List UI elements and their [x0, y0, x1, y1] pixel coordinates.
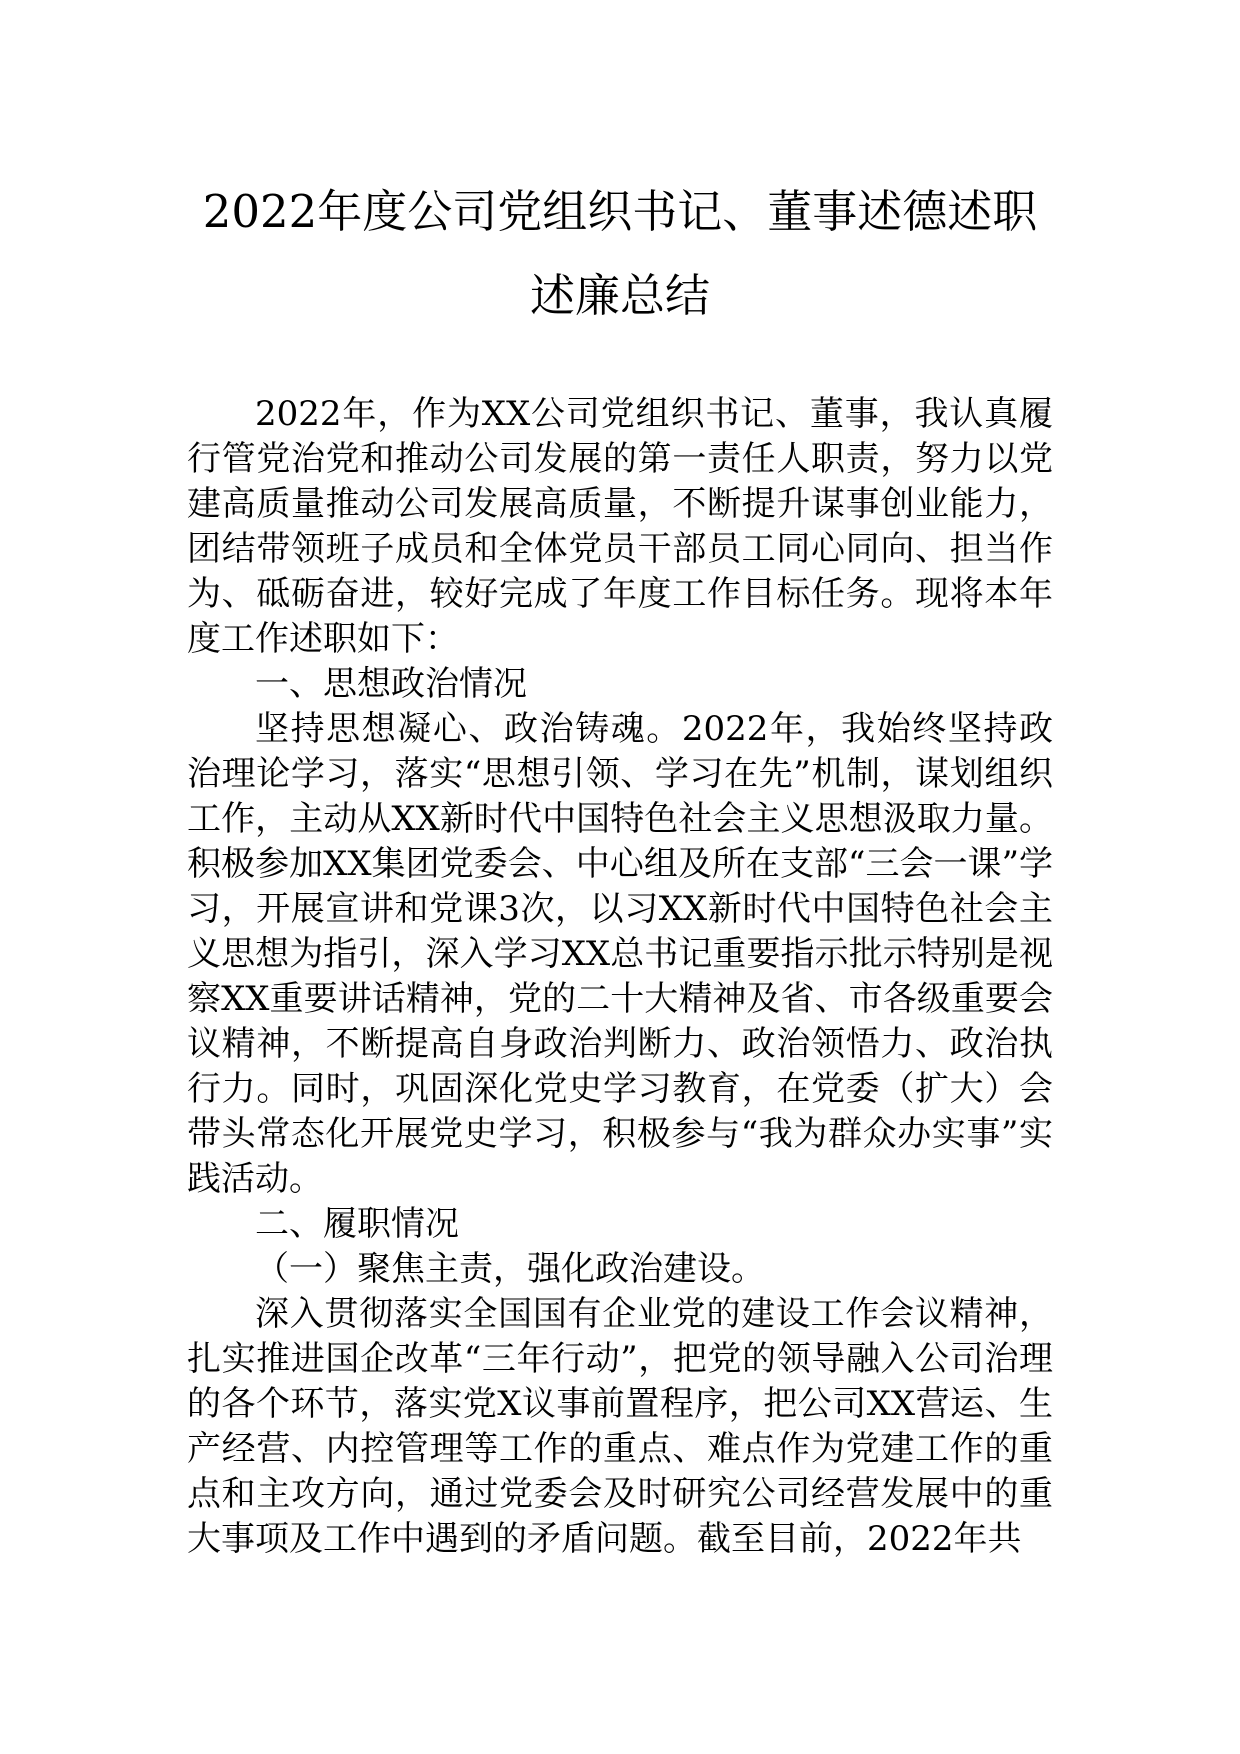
ideology-paragraph: 坚持思想凝心、政治铸魂。2022年，我始终坚持政治理论学习，落实“思想引领、学习在先”机制，谋划组织工作，主动从XX新时代中国特色社会主义思想汲取力量。积极参加XX集团党委会、中心组及所在支部“三会一课”学习，开展宣讲和党课3次，以习XX新时代中国特色社会主义思想为指引，深入学习XX总书记重要指示批示特别是视察XX重要讲话精神，党的二十大精神及省、市各级重要会议精神，不断提高自身政治判断力、政治领悟力、政治执行力。同时，巩固深化党史学习教育，在党委（扩大）会带头常态化开展党史学习，积极参与“我为群众办实事”实践活动。	[187, 709, 1053, 1199]
title-line-1: 2022年度公司党组织书记、董事述德述职	[202, 185, 1038, 238]
political-building-paragraph: 深入贯彻落实全国国有企业党的建设工作会议精神，扎实推进国企改革“三年行动”，把党的领导融入公司治理的各个环节，落实党X议事前置程序，把公司XX营运、生产经营、内控管理等工作的重点、难点作为党建工作的重点和主攻方向，通过党委会及时研究公司经营发展中的重大事项及工作中遇到的矛盾问题。截至目前，2022年共	[187, 1294, 1053, 1559]
document-title	[187, 170, 1053, 338]
document-body	[187, 392, 1053, 1562]
section-heading-ideology: 一、思想政治情况	[255, 664, 527, 704]
subsection-heading-political-building: （一）聚焦主责，强化政治建设。	[255, 1249, 765, 1289]
document-page	[187, 170, 1053, 1562]
section-heading-duties: 二、履职情况	[255, 1204, 459, 1244]
intro-paragraph: 2022年，作为XX公司党组织书记、董事，我认真履行管党治党和推动公司发展的第一责任人职责，努力以党建高质量推动公司发展高质量，不断提升谋事创业能力，团结带领班子成员和全体党员干部员工同心同向、担当作为、砥砺奋进，较好完成了年度工作目标任务。现将本年度工作述职如下：	[187, 394, 1053, 659]
title-line-2: 述廉总结	[529, 269, 710, 322]
